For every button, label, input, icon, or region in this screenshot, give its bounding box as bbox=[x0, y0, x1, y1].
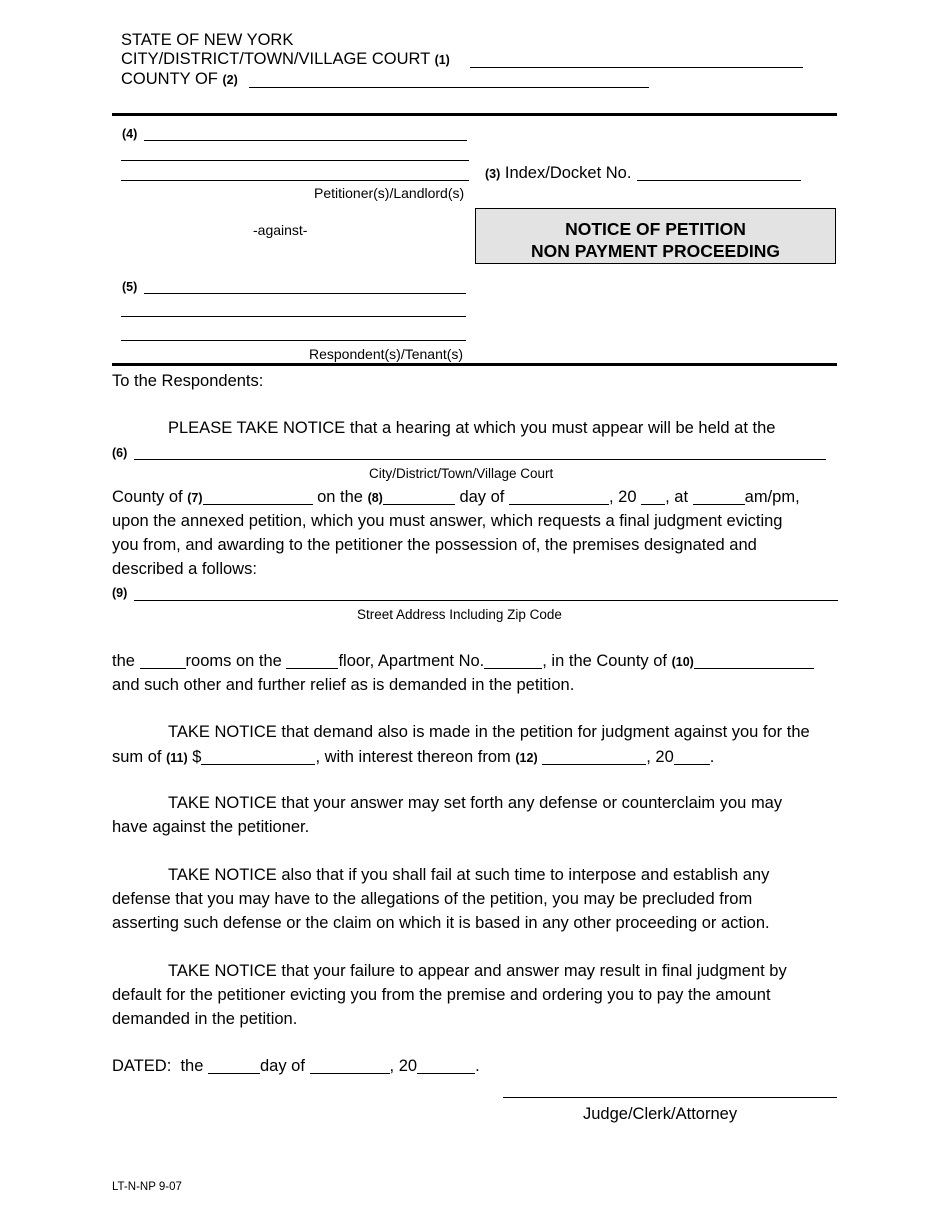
field-number-8: (8) bbox=[367, 491, 383, 505]
notice-title-line-1: NOTICE OF PETITION bbox=[565, 219, 746, 239]
hearing-day-field[interactable] bbox=[383, 488, 455, 505]
hearing-month-field[interactable] bbox=[509, 488, 609, 505]
petitioner-label: Petitioner(s)/Landlord(s) bbox=[314, 185, 465, 201]
county-prefix: County of bbox=[112, 488, 183, 506]
dollar-sign: $ bbox=[192, 748, 202, 766]
year-prefix: , 20 bbox=[608, 488, 637, 506]
further-relief: and such other and further relief as is demanded in the petition. bbox=[112, 676, 575, 694]
against-label: -against- bbox=[253, 222, 308, 238]
hearing-time-field[interactable] bbox=[693, 488, 745, 505]
floor-field[interactable] bbox=[286, 652, 338, 669]
hearing-date-line bbox=[112, 488, 800, 508]
notice-intro: PLEASE TAKE NOTICE that a hearing at which you must appear will be held at the bbox=[168, 419, 776, 437]
dated-day-field[interactable] bbox=[208, 1057, 260, 1074]
county-name-field[interactable] bbox=[249, 87, 649, 88]
sum-amount-field[interactable] bbox=[201, 748, 315, 765]
rooms-on-the-text: rooms on the bbox=[185, 652, 282, 670]
caption-divider bbox=[112, 363, 837, 366]
premises-county-field[interactable] bbox=[694, 652, 814, 669]
signer-label: Judge/Clerk/Attorney bbox=[583, 1105, 738, 1123]
answer-paragraph bbox=[112, 791, 852, 839]
rooms-count-field[interactable] bbox=[140, 652, 186, 669]
default-paragraph bbox=[112, 959, 852, 1031]
rooms-line bbox=[112, 652, 814, 672]
interest-from-text: , with interest thereon from bbox=[315, 748, 511, 766]
petition-paragraph bbox=[112, 509, 852, 581]
dated-year-prefix: , 20 bbox=[389, 1057, 418, 1075]
hearing-year-field[interactable] bbox=[641, 488, 665, 505]
header-divider bbox=[112, 113, 837, 116]
interest-year-field[interactable] bbox=[674, 748, 710, 765]
signature-field[interactable] bbox=[503, 1097, 837, 1098]
state-heading: STATE OF NEW YORK bbox=[121, 31, 294, 49]
dated-month-field[interactable] bbox=[310, 1057, 390, 1074]
field-number-10: (10) bbox=[671, 655, 694, 669]
petition-line-1: upon the annexed petition, which you must answer, which requests a final judgment evicting bbox=[112, 512, 783, 530]
field-number-11: (11) bbox=[166, 751, 188, 765]
day-of-text: day of bbox=[459, 488, 505, 506]
field-number-4: (4) bbox=[122, 127, 138, 141]
on-the-text: on the bbox=[317, 488, 363, 506]
field-number-2: (2) bbox=[222, 73, 238, 87]
field-number-12: (12) bbox=[515, 751, 538, 765]
field-number-6: (6) bbox=[112, 446, 128, 460]
petitioner-line-3[interactable] bbox=[121, 180, 469, 181]
floor-apartment-text: floor, Apartment No. bbox=[338, 652, 485, 670]
at-text: , at bbox=[665, 488, 689, 506]
dated-line bbox=[112, 1057, 480, 1076]
ampm-text: am/pm, bbox=[744, 488, 800, 506]
sum-period: . bbox=[709, 748, 715, 766]
default-line-1: TAKE NOTICE that your failure to appear and answer may result in final judgment by bbox=[168, 962, 787, 980]
premises-address-field[interactable] bbox=[134, 600, 838, 601]
dated-period: . bbox=[475, 1057, 480, 1075]
petitioner-name-field[interactable] bbox=[144, 140, 467, 141]
in-county-text: , in the County of bbox=[542, 652, 668, 670]
petition-line-2: you from, and awarding to the petitioner the possession of, the premises designated and bbox=[112, 536, 757, 554]
index-docket-text: Index/Docket No. bbox=[504, 164, 632, 182]
index-docket-field[interactable] bbox=[637, 180, 801, 181]
form-code: LT-N-NP 9-07 bbox=[112, 1181, 182, 1193]
court-heading bbox=[121, 50, 450, 70]
field-number-5: (5) bbox=[122, 280, 138, 294]
petitioner-line-2[interactable] bbox=[121, 160, 469, 161]
default-line-2: default for the petitioner evicting you from the premise and ordering you to pay the amount bbox=[112, 986, 771, 1004]
fail-line-2: defense that you may have to the allegations of the petition, you may be precluded from bbox=[112, 890, 753, 908]
hearing-county-field[interactable] bbox=[203, 488, 313, 505]
field-number-9: (9) bbox=[112, 586, 128, 600]
salutation: To the Respondents: bbox=[112, 372, 264, 390]
demand-line-1: TAKE NOTICE that demand also is made in the petition for judgment against you for the bbox=[168, 723, 810, 741]
the-text: the bbox=[112, 652, 135, 670]
index-docket-label bbox=[485, 164, 631, 184]
failure-paragraph bbox=[112, 863, 852, 935]
respondent-line-3[interactable] bbox=[121, 340, 466, 341]
court-name-field[interactable] bbox=[470, 67, 803, 68]
sum-line bbox=[112, 748, 714, 768]
dated-year-field[interactable] bbox=[417, 1057, 475, 1074]
notice-title-box bbox=[475, 208, 836, 264]
court-caption: City/District/Town/Village Court bbox=[369, 466, 554, 481]
field-number-7: (7) bbox=[187, 491, 203, 505]
interest-year-prefix: , 20 bbox=[646, 748, 674, 766]
respondent-label: Respondent(s)/Tenant(s) bbox=[309, 346, 464, 362]
petition-line-3: described a follows: bbox=[112, 560, 257, 578]
respondent-line-2[interactable] bbox=[121, 316, 466, 317]
respondent-name-field[interactable] bbox=[144, 293, 466, 294]
field-number-1: (1) bbox=[434, 53, 450, 67]
fail-line-3: asserting such defense or the claim on which it is based in any other proceeding or action. bbox=[112, 914, 770, 932]
field-number-3: (3) bbox=[485, 167, 501, 181]
sum-of-text: sum of bbox=[112, 748, 162, 766]
default-line-3: demanded in the petition. bbox=[112, 1010, 298, 1028]
answer-line-1: TAKE NOTICE that your answer may set forth any defense or counterclaim you may bbox=[168, 794, 783, 812]
hearing-court-field[interactable] bbox=[134, 459, 826, 460]
apartment-number-field[interactable] bbox=[484, 652, 542, 669]
dated-day-of-text: day of bbox=[259, 1057, 305, 1075]
county-label: COUNTY OF bbox=[121, 70, 218, 88]
county-heading bbox=[121, 70, 238, 90]
fail-line-1: TAKE NOTICE also that if you shall fail at such time to interpose and establish any bbox=[168, 866, 770, 884]
interest-date-field[interactable] bbox=[542, 748, 646, 765]
address-caption: Street Address Including Zip Code bbox=[357, 607, 562, 622]
notice-title-line-2: NON PAYMENT PROCEEDING bbox=[531, 241, 780, 261]
court-label: CITY/DISTRICT/TOWN/VILLAGE COURT bbox=[121, 50, 430, 68]
answer-line-2: have against the petitioner. bbox=[112, 818, 310, 836]
dated-the-text: DATED: the bbox=[112, 1057, 204, 1075]
